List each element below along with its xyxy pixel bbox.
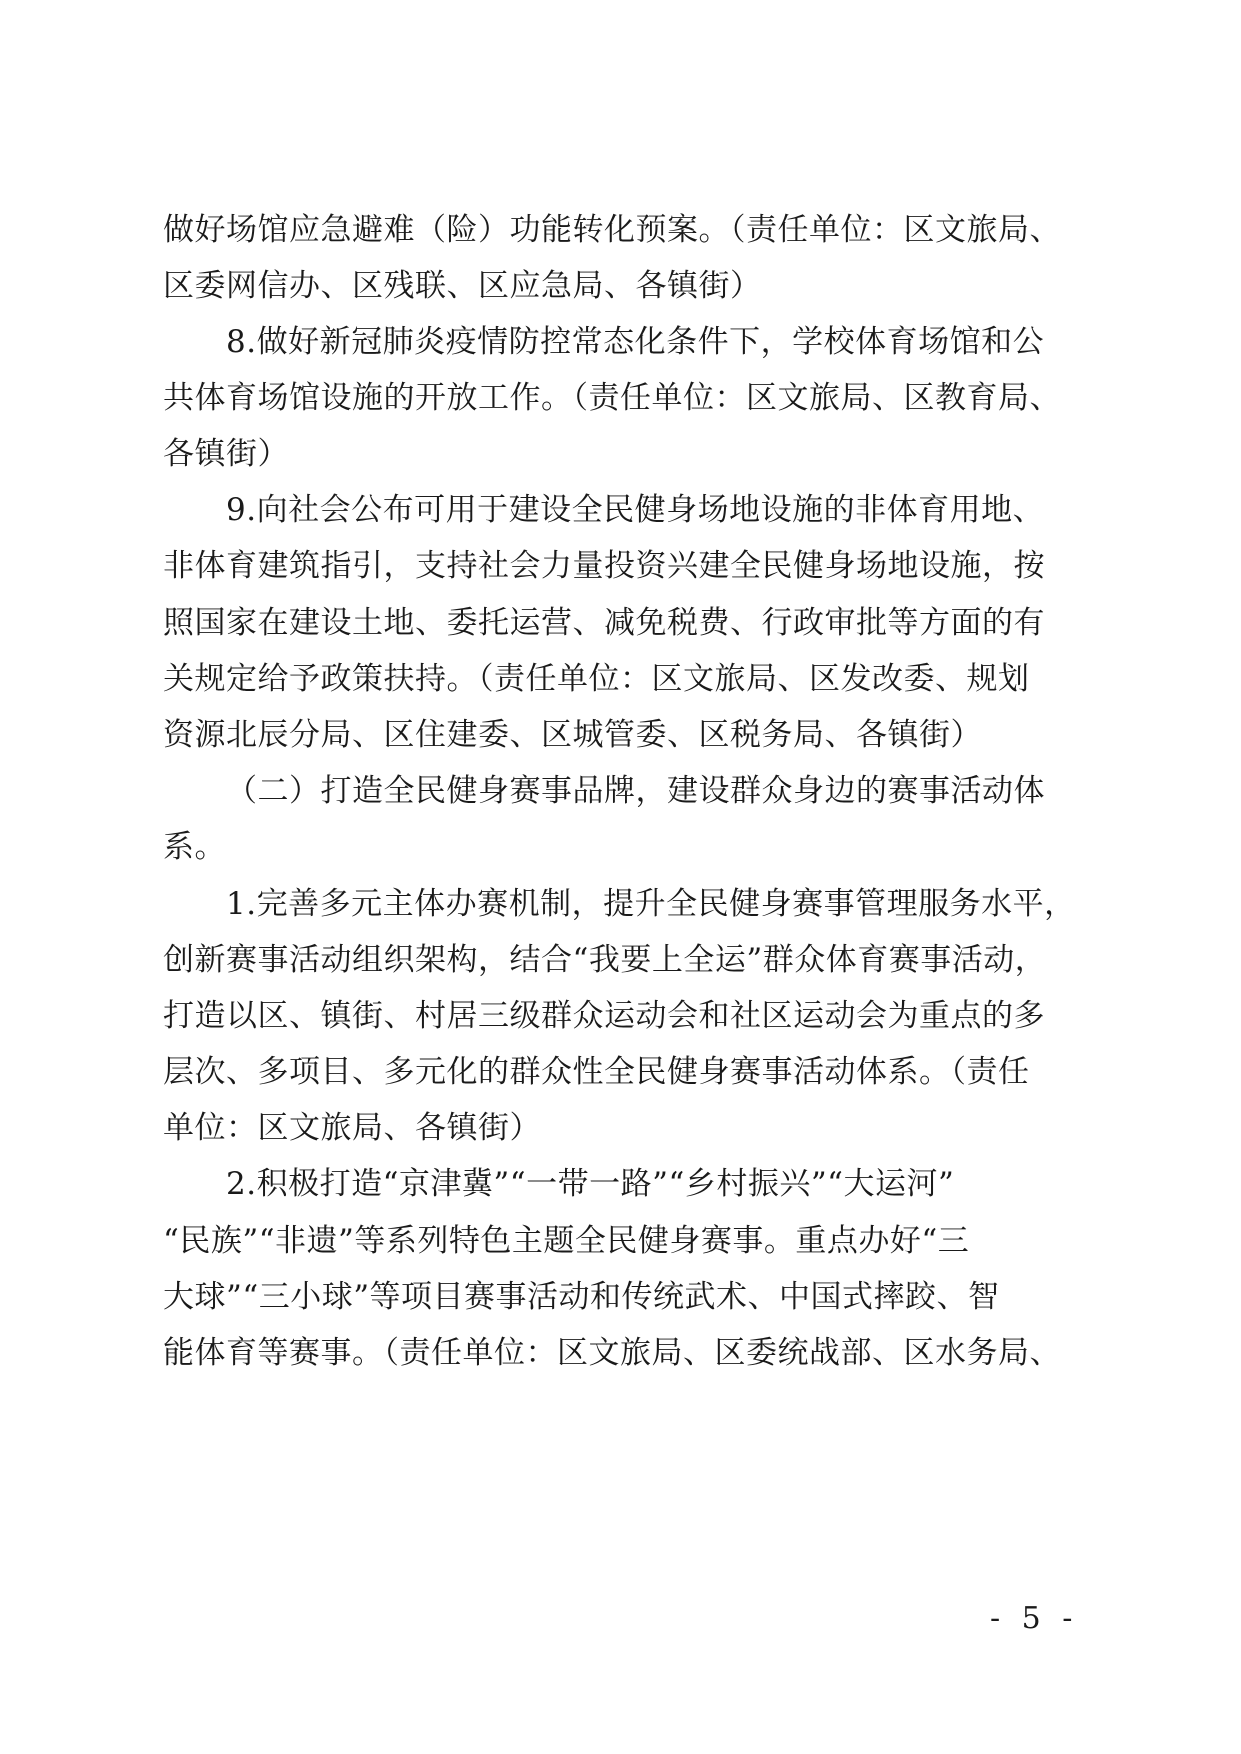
text-line: 资源北辰分局、区住建委、区城管委、区税务局、各镇街） <box>163 717 982 753</box>
text-line: “民族”“非遗”等系列特色主题全民健身赛事。重点办好“三 <box>163 1223 970 1259</box>
text-line: 非体育建筑指引，支持社会力量投资兴建全民健身场地设施，按 <box>163 548 1045 584</box>
section-heading-continuation: 系。 <box>163 829 226 865</box>
text-line: 共体育场馆设施的开放工作。（责任单位：区文旅局、区教育局、 <box>163 380 1061 416</box>
text-line: 做好场馆应急避难（险）功能转化预案。（责任单位：区文旅局、 <box>163 212 1061 248</box>
text-line: 区委网信办、区残联、区应急局、各镇街） <box>163 268 762 304</box>
text-line: 9.向社会公布可用于建设全民健身场地设施的非体育用地、 <box>226 492 1045 528</box>
page-number: - 5 - <box>990 1601 1079 1636</box>
text-line: 创新赛事活动组织架构，结合“我要上全运”群众体育赛事活动， <box>163 942 1047 978</box>
section-heading: （二）打造全民健身赛事品牌，建设群众身边的赛事活动体 <box>226 773 1045 809</box>
text-line: 照国家在建设土地、委托运营、减免税费、行政审批等方面的有 <box>163 605 1045 641</box>
text-line: 大球”“三小球”等项目赛事活动和传统武术、中国式摔跤、智 <box>163 1279 1000 1315</box>
text-line: 2.积极打造“京津冀”“一带一路”“乡村振兴”“大运河” <box>226 1166 955 1202</box>
text-line: 能体育等赛事。（责任单位：区文旅局、区委统战部、区水务局、 <box>163 1335 1061 1371</box>
text-line: 关规定给予政策扶持。（责任单位：区文旅局、区发改委、规划 <box>163 661 1030 697</box>
text-line: 单位：区文旅局、各镇街） <box>163 1110 541 1146</box>
text-line: 各镇街） <box>163 436 289 472</box>
text-line: 打造以区、镇街、村居三级群众运动会和社区运动会为重点的多 <box>163 998 1045 1034</box>
text-line: 8.做好新冠肺炎疫情防控常态化条件下，学校体育场馆和公 <box>226 324 1045 360</box>
text-line: 层次、多项目、多元化的群众性全民健身赛事活动体系。（责任 <box>163 1054 1030 1090</box>
text-line: 1.完善多元主体办赛机制，提升全民健身赛事管理服务水平， <box>226 886 1076 922</box>
